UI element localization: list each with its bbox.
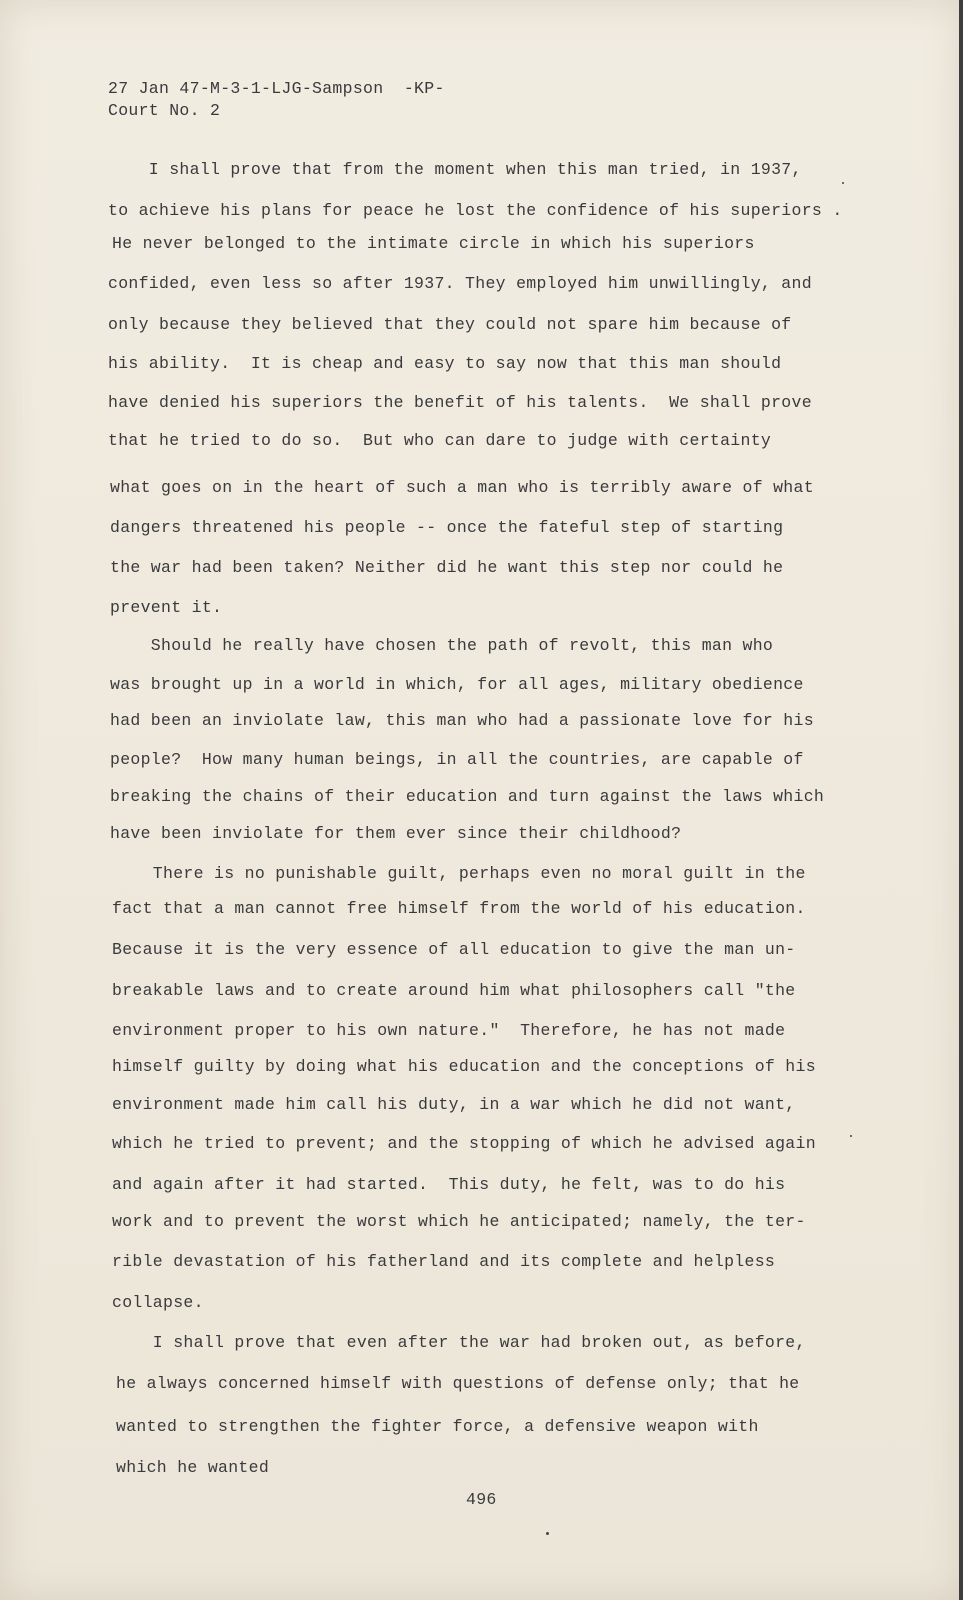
text-line: There is no punishable guilt, perhaps even no moral guilt in the — [112, 864, 806, 883]
text-line: confided, even less so after 1937. They employed him unwillingly, and — [108, 274, 812, 293]
text-line: wanted to strengthen the fighter force, a defensive weapon with — [116, 1417, 759, 1436]
text-line: rible devastation of his fatherland and its complete and helpless — [112, 1252, 776, 1271]
text-line: fact that a man cannot free himself from the world of his education. — [112, 899, 806, 918]
text-line: the war had been taken? Neither did he want this step nor could he — [110, 558, 784, 577]
page-edge — [959, 0, 963, 1600]
text-line: environment proper to his own nature." Therefore, he has not made — [112, 1021, 786, 1040]
document-header — [108, 78, 445, 122]
text-line: which he tried to prevent; and the stopping of which he advised again — [112, 1134, 816, 1153]
text-line: Should he really have chosen the path of revolt, this man who — [110, 636, 774, 655]
text-line: collapse. — [112, 1293, 204, 1312]
paper-speck — [546, 1532, 549, 1535]
text-line: which he wanted — [116, 1458, 270, 1477]
text-line: what goes on in the heart of such a man who is terribly aware of what — [110, 478, 814, 497]
text-line: to achieve his plans for peace he lost the confidence of his superiors . — [108, 201, 843, 220]
text-line: He never belonged to the intimate circle in which his superiors — [112, 234, 755, 253]
text-line: that he tried to do so. But who can dare to judge with certainty — [108, 431, 772, 450]
page-number: 496 — [466, 1490, 497, 1509]
text-line: prevent it. — [110, 598, 223, 617]
text-line: breakable laws and to create around him what philosophers call "the — [112, 981, 796, 1000]
text-line: himself guilty by doing what his education and the conceptions of his — [112, 1057, 816, 1076]
text-line: dangers threatened his people -- once the fateful step of starting — [110, 518, 784, 537]
header-reference: 27 Jan 47-M-3-1-LJG-Sampson -KP- — [108, 79, 445, 98]
text-line: Because it is the very essence of all education to give the man un- — [112, 940, 796, 959]
text-line: breaking the chains of their education and turn against the laws which — [110, 787, 825, 806]
text-line: have been inviolate for them ever since their childhood? — [110, 824, 682, 843]
header-court: Court No. 2 — [108, 101, 221, 120]
text-line: his ability. It is cheap and easy to say now that this man should — [108, 354, 782, 373]
text-line: had been an inviolate law, this man who had a passionate love for his — [110, 711, 814, 730]
text-line: environment made him call his duty, in a war which he did not want, — [112, 1095, 796, 1114]
text-line: I shall prove that even after the war had broken out, as before, — [112, 1333, 806, 1352]
text-line: only because they believed that they could not spare him because of — [108, 315, 792, 334]
text-line: work and to prevent the worst which he anticipated; namely, the ter- — [112, 1212, 806, 1231]
text-line: he always concerned himself with questions of defense only; that he — [116, 1374, 800, 1393]
paper-speck — [842, 182, 844, 184]
text-line: was brought up in a world in which, for all ages, military obedience — [110, 675, 804, 694]
text-line: people? How many human beings, in all the countries, are capable of — [110, 750, 804, 769]
text-line: have denied his superiors the benefit of his talents. We shall prove — [108, 393, 812, 412]
text-line: I shall prove that from the moment when this man tried, in 1937, — [108, 160, 802, 179]
paper-speck — [850, 1135, 852, 1137]
text-line: and again after it had started. This duty, he felt, was to do his — [112, 1175, 786, 1194]
